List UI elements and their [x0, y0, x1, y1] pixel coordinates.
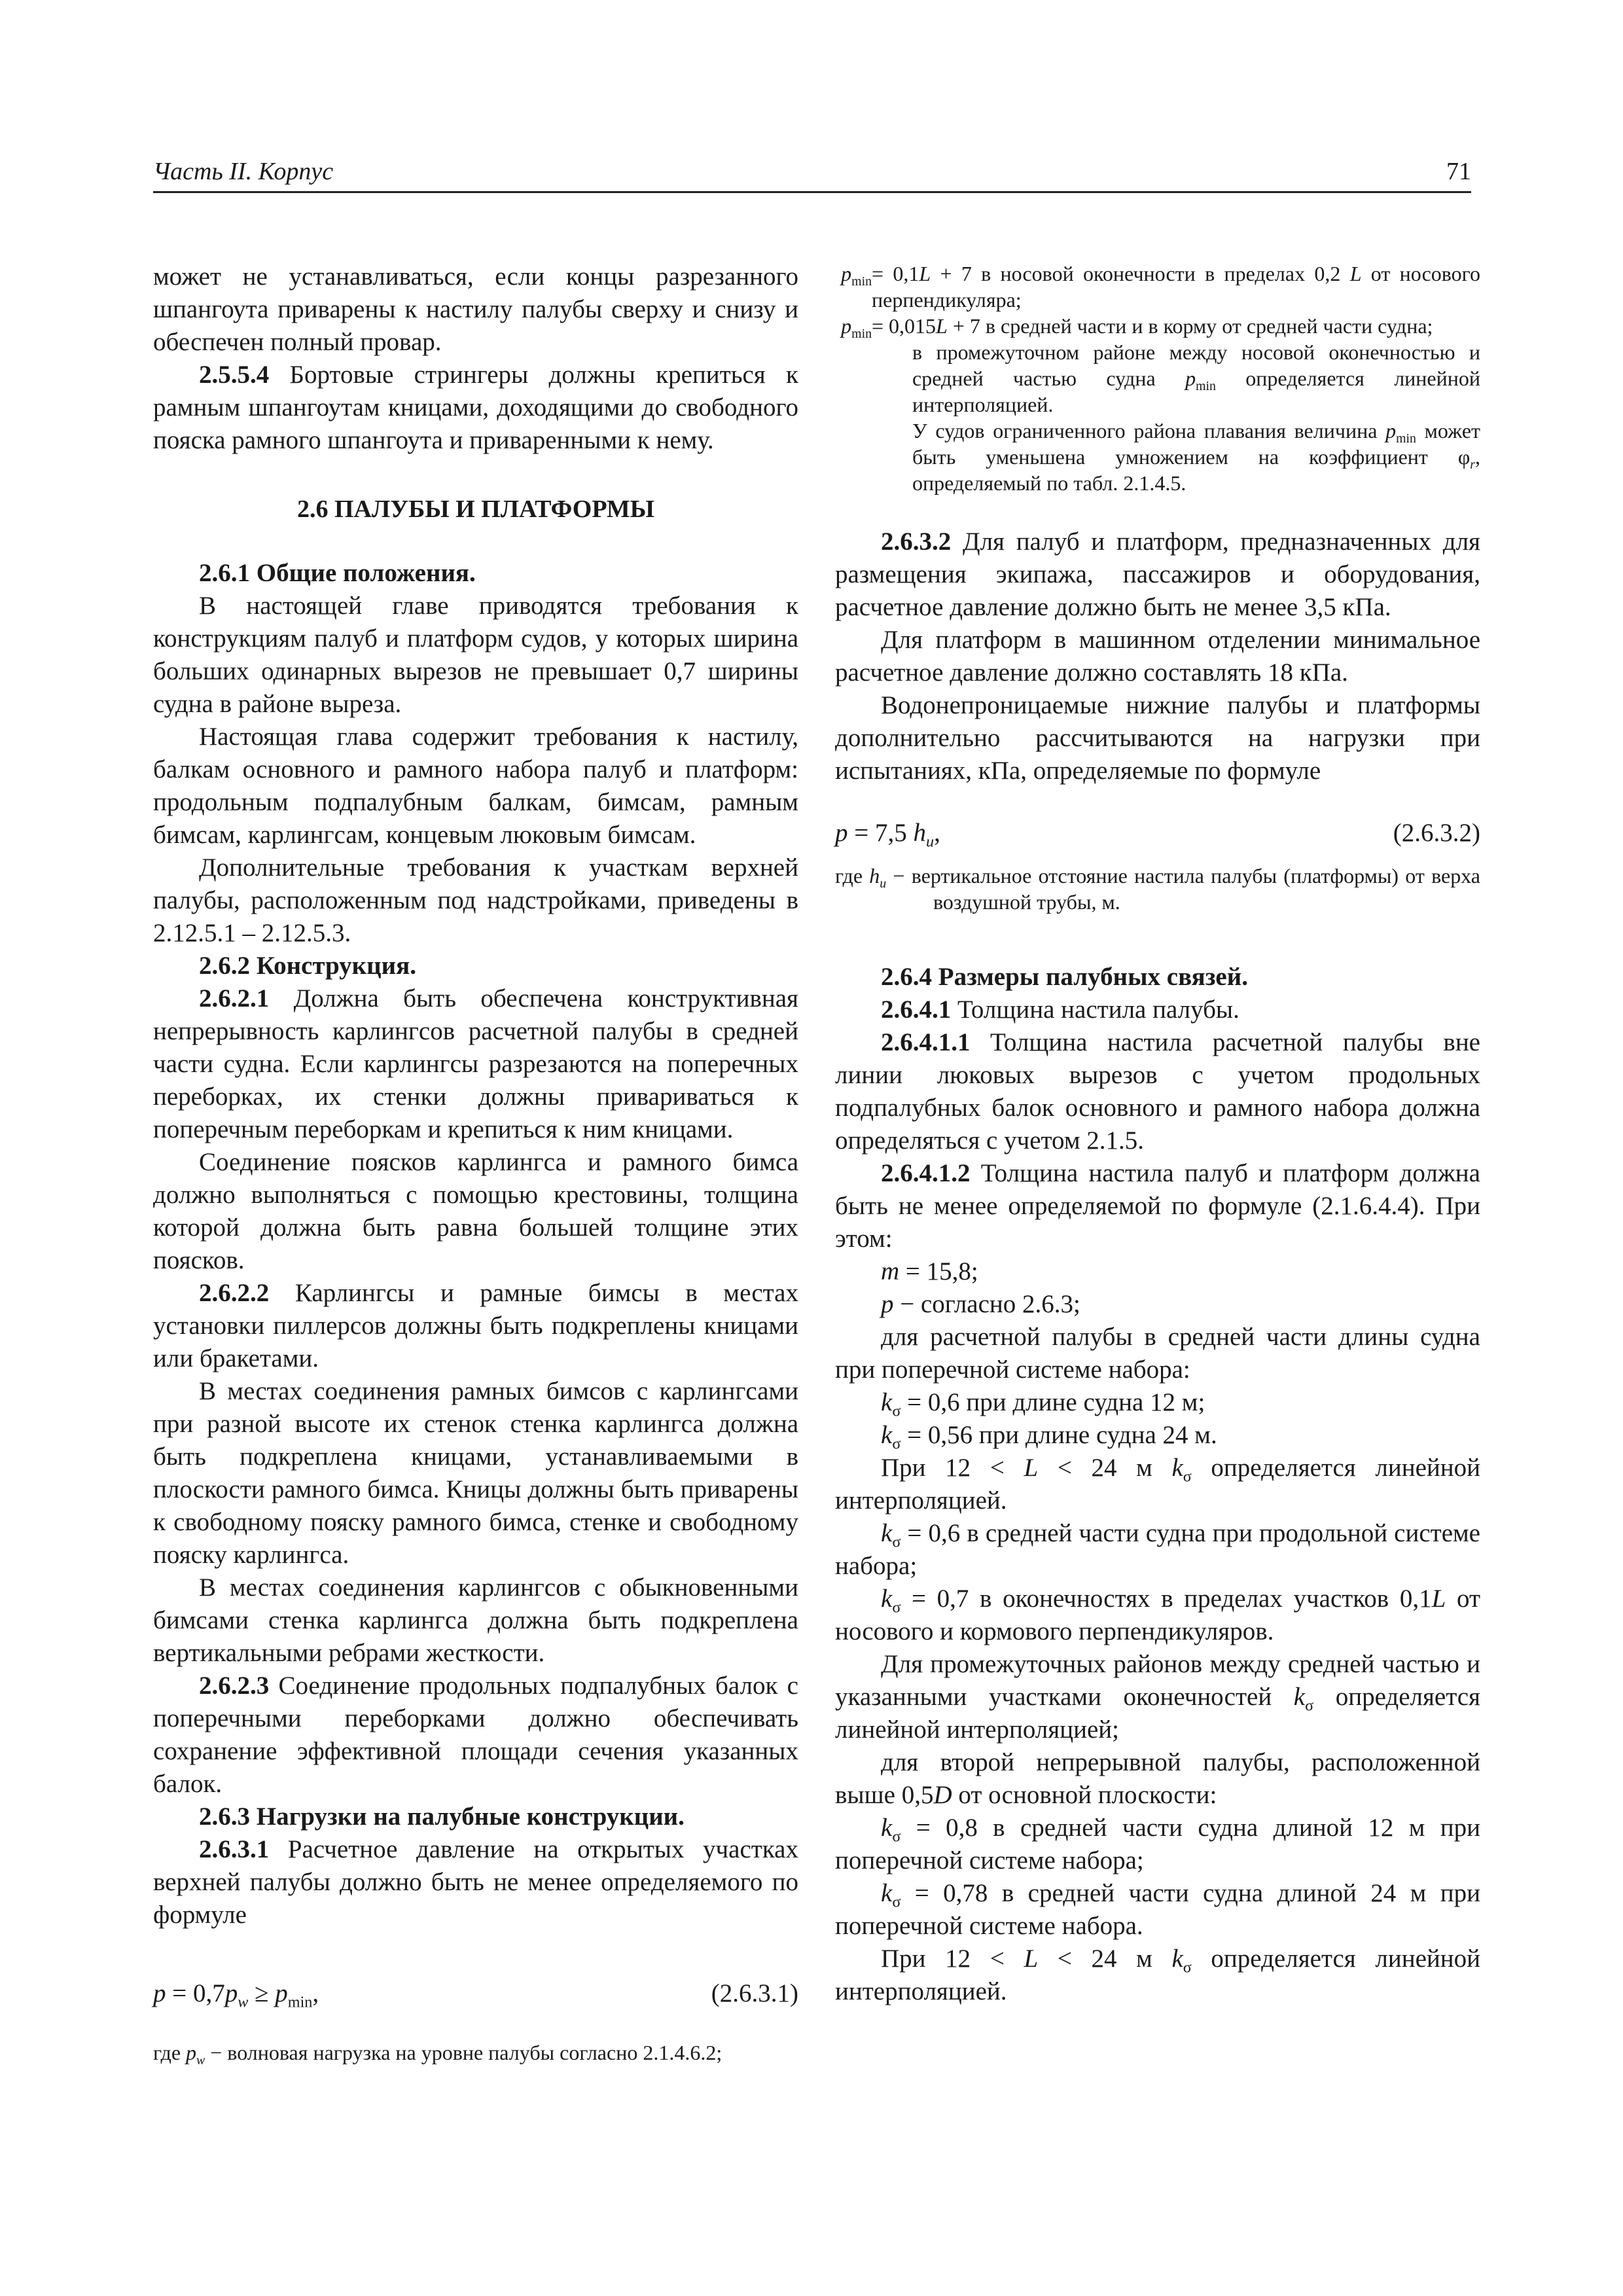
running-header-title: Часть II. Корпус — [153, 158, 334, 185]
clause-number: 2.6.3.2 — [881, 528, 952, 556]
subsection-heading: 2.6.1 Общие положения. — [199, 559, 476, 587]
paragraph: В местах соединения карлингсов с обыкновенными бимсами стенка карлингса должна быть подкреплена вертикальными ребрами жесткости. — [153, 1573, 798, 1667]
header-rule — [153, 191, 1471, 193]
section-title: 2.6 ПАЛУБЫ И ПЛАТФОРМЫ — [296, 495, 654, 523]
paragraph: 2.6.3.1 Расчетное давление на открытых участках верхней палубы должно быть не менее определяемого по формуле — [153, 1835, 798, 1929]
paragraph: $k_\sigma = 0,6$ в средней части судна при продольной системе набора; — [835, 1519, 1480, 1580]
paragraph: Настоящая глава содержит требования к настилу, балкам основного и рамного набора палуб и платформ: продольным подпалубным балкам, бимсам, рамным бимсам, карлингсам, концевым люковым бимсам. — [153, 723, 798, 849]
formula-number: (2.6.3.1) — [711, 1979, 798, 2007]
subsection-heading: 2.6.3 Нагрузки на палубные конструкции. — [199, 1803, 685, 1831]
paragraph: В местах соединения рамных бимсов с карлингсами при разной высоте их стенок стенка карлингса должна быть подкреплена кницами, устанавливаемыми в плоскости рамного бимса. Кницы должны быть приварены к свободному пояску рамного бимса, стенке и свободному пояску карлингса. — [153, 1377, 798, 1569]
clause-number: 2.6.2.3 — [199, 1672, 270, 1700]
left-column — [153, 260, 798, 2066]
paragraph: 2.6.2.3 Соединение продольных подпалубных балок с поперечными переборками должно обеспечивать сохранение эффективной площади сечения указанных балок. — [153, 1672, 798, 1798]
paragraph: для второй непрерывной палубы, расположенной выше 0,5D от основной плоскости: — [835, 1748, 1480, 1809]
formula-legend: $p_{min}$ = 0,1L + 7 в носовой оконечности в пределах 0,2 L от носового перпендикуляра; $p_{min}$ = 0,015L + 7 в средней части и в корму от средней части судна; в промежуточном районе между носовой оконечностью и средней частью судна $p_{min}$ определяется линейной интерполяцией. У судов ограниченного района плавания величина $p_{min}$ может быть уменьшена умножением на коэффициент $\varphi_r$, определяемый по табл. 2.1.4.5. — [841, 262, 1481, 495]
paragraph: $k_\sigma = 0,6$ при длине судна 12 м; — [881, 1388, 1205, 1420]
clause-number: 2.5.5.4 — [199, 361, 270, 389]
clause-number: 2.6.3.1 — [199, 1835, 270, 1863]
paragraph: m = 15,8; — [881, 1257, 978, 1285]
subsection-heading: 2.6.4 Размеры палубных связей. — [881, 963, 1248, 991]
paragraph: $k_\sigma = 0,56$ при длине судна 24 м. — [881, 1421, 1217, 1453]
clause-number: 2.6.2.2 — [199, 1279, 270, 1307]
paragraph: $k_\sigma = 0,7$ в оконечностях в пределах участков 0,1L от носового и кормового перпендикуляров. — [835, 1585, 1480, 1645]
formula-number: (2.6.3.2) — [1393, 819, 1480, 847]
paragraph: 2.6.4.1 Толщина настила палубы. — [881, 996, 1240, 1024]
paragraph: При 12 < L < 24 м $k_\sigma$ определяется линейной интерполяцией. — [835, 1454, 1480, 1515]
paragraph: Для промежуточных районов между средней частью и указанными участками оконечностей $k_\sigma$ определяется линейной интерполяцией; — [835, 1650, 1480, 1744]
paragraph: Водонепроницаемые нижние палубы и платформы дополнительно рассчитываются на нагрузки при испытаниях, кПа, определяемые по формуле — [835, 691, 1480, 785]
clause-number: 2.6.4.1.2 — [881, 1159, 971, 1187]
formula-legend: где $p_w$ − волновая нагрузка на уровне палубы согласно 2.1.4.6.2; — [153, 2041, 722, 2068]
formula-2-6-3-2: p = 7,5 $h_и$, (2.6.3.2) — [835, 817, 1480, 850]
paragraph: 2.6.2.1 Должна быть обеспечена конструктивная непрерывность карлингсов расчетной палубы в средней части судна. Если карлингсы разрезаются на поперечных переборках, их стенки должны привариваться к поперечным переборкам и крепиться к ним кницами. — [153, 984, 798, 1143]
paragraph: для расчетной палубы в средней части длины судна при поперечной системе набора: — [835, 1323, 1480, 1384]
paragraph: Соединение поясков карлингса и рамного бимса должно выполняться с помощью крестовины, толщина которой должна быть равна большей толщине этих поясков. — [153, 1148, 798, 1274]
paragraph: 2.6.2.2 Карлингсы и рамные бимсы в местах установки пиллерсов должны быть подкреплены кницами или бракетами. — [153, 1279, 798, 1372]
clause-number: 2.6.4.1.1 — [881, 1028, 971, 1056]
paragraph: может не устанавливаться, если концы разрезанного шпангоута приварены к настилу палубы сверху и снизу и обеспечен полный провар. — [153, 262, 798, 356]
paragraph: Для платформ в машинном отделении минимальное расчетное давление должно составлять 18 кПа. — [835, 626, 1480, 687]
paragraph: Дополнительные требования к участкам верхней палубы, расположенным под надстройками, приведены в 2.12.5.1 – 2.12.5.3. — [153, 853, 798, 947]
paragraph: $k_\sigma = 0,8$ в средней части судна длиной 12 м при поперечной системе набора; — [835, 1814, 1480, 1874]
formula-legend: где $h_и$ − вертикальное отстояние настила палубы (платформы) от верха воздушной трубы, м. — [835, 864, 1480, 914]
right-column — [835, 260, 1480, 2008]
clause-number: 2.6.2.1 — [199, 984, 270, 1013]
paragraph: В настоящей главе приводятся требования к конструкциям палуб и платформ судов, у которых ширина больших одинарных вырезов не превышает 0,7 ширины судна в районе выреза. — [153, 592, 798, 718]
paragraph: p − согласно 2.6.3; — [881, 1290, 1080, 1318]
paragraph: 2.5.5.4 Бортовые стрингеры должны крепиться к рамным шпангоутам кницами, доходящими до свободного пояска рамного шпангоута и приваренными к нему. — [153, 361, 798, 454]
page-number: 71 — [1446, 158, 1471, 185]
paragraph: 2.6.4.1.2 Толщина настила палуб и платформ должна быть не менее определяемой по формуле (2.1.6.4.4). При этом: — [835, 1159, 1480, 1253]
paragraph: 2.6.3.2 Для палуб и платформ, предназначенных для размещения экипажа, пассажиров и оборудования, расчетное давление должно быть не менее 3,5 кПа. — [835, 528, 1480, 621]
formula-2-6-3-1: $p = 0,7p_w \ge p_{min}$, (2.6.3.1) — [153, 1977, 798, 2010]
clause-number: 2.6.4.1 — [881, 996, 952, 1024]
paragraph: При 12 < L < 24 м $k_\sigma$ определяется линейной интерполяцией. — [835, 1945, 1480, 2005]
paragraph: $k_\sigma = 0,78$ в средней части судна длиной 24 м при поперечной системе набора. — [835, 1879, 1480, 1940]
paragraph: 2.6.4.1.1 Толщина настила расчетной палубы вне линии люковых вырезов с учетом продольных подпалубных балок основного и рамного набора должна определяться с учетом 2.1.5. — [835, 1028, 1480, 1155]
subsection-heading: 2.6.2 Конструкция. — [199, 952, 416, 980]
